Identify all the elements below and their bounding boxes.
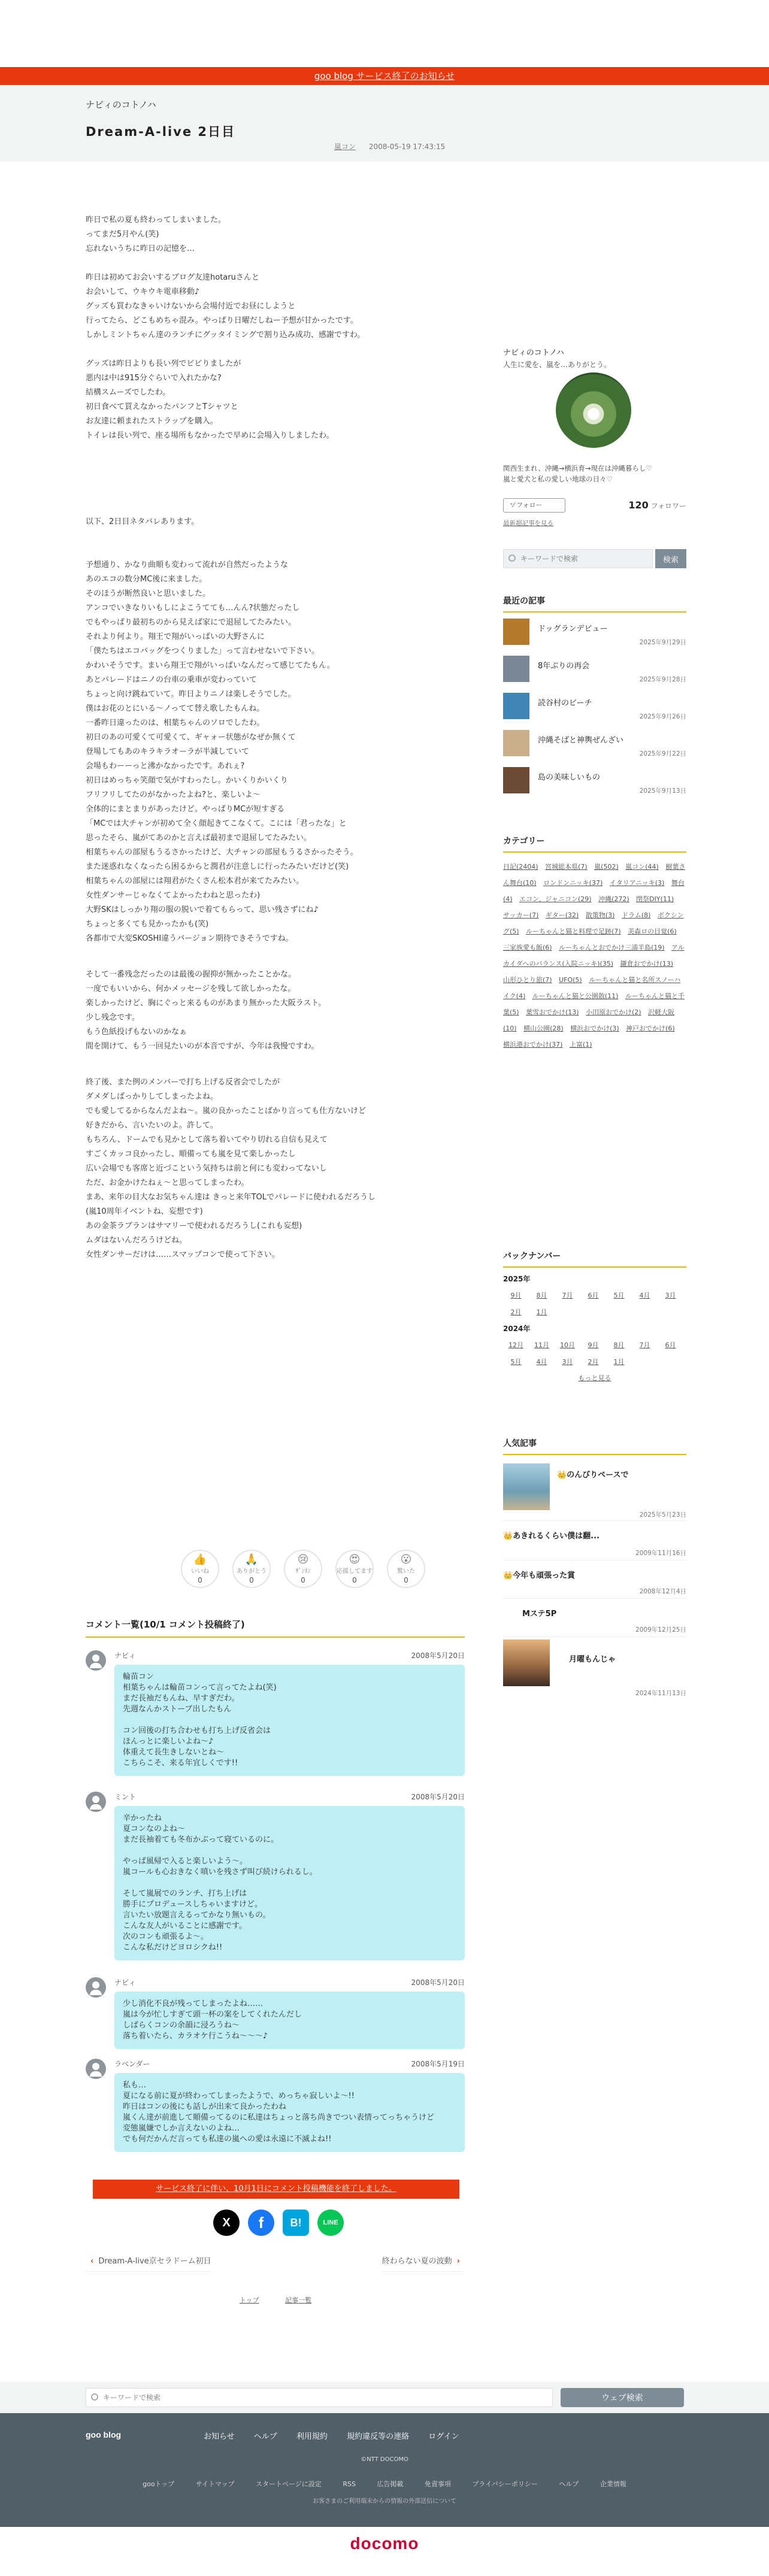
article-paragraph: グッズは昨日よりも長い列でビビりましたが 悪内は中は915分ぐらいで入れたかな? 結構スムーズでしたわ。 初日食べて買えなかったパンフとTシャツと お友達に頼まれたストラップを購入。 トイレは長い列で、座る場所もなかったで早めに会場入りしましたわ。 [86,359,334,440]
category-link[interactable]: 日記(2404) [503,863,538,871]
profile-name[interactable]: ナビィのコトノハ [503,348,564,357]
recent-thumb [503,693,529,719]
next-entry-link[interactable] [382,2251,465,2272]
footer-nav-secondary [0,2479,769,2489]
pray-icon: 🙏 [244,1553,259,1566]
recent-article-title: 8年ぶりの再会 [538,662,590,671]
category-link[interactable]: ロンドンニッキ(37) [543,879,603,887]
month-link[interactable]: 5月 [510,1358,522,1366]
profile-image[interactable] [556,372,631,448]
recent-article-date: 2025年9月13日 [639,787,686,795]
month-link[interactable]: 11月 [534,1341,549,1349]
footer-note[interactable]: お客さまのご利用端末からの情報の外部送信について [313,2498,456,2505]
popular-article-item[interactable] [503,1521,686,1560]
recent-thumb [503,767,529,793]
month-link[interactable]: 10月 [560,1341,575,1349]
avatar [86,2059,106,2079]
year-label: 2024年 [503,1325,531,1333]
profile-description: 関西生まれ、沖縄→横浜育→現在は沖縄暮らし♡ 嵐と愛犬と私の愛しい地球の日々♡ [503,464,652,483]
recent-article-item[interactable] [503,767,686,796]
month-link[interactable]: 1月 [536,1308,547,1316]
category-link[interactable]: ルーちゃんと猫と料理で足跡(7) [526,928,621,935]
share-x-button[interactable]: X [213,2210,240,2236]
footer-sub-item[interactable]: RSS [343,2480,356,2488]
entry-datetime: 2008-05-19 17:43:15 [368,143,446,151]
follow-button[interactable] [503,498,565,513]
article-paragraph: 終了後、また例のメンバーで打ち上げる反省会でしたが ダメダしばっかりしてしまったよね。 でも愛してるからなんだよね～。嵐の良かったことばかり言っても仕方ないけど 好きだから、言いたいのよ。許して。 もちろん、ドームでも見かとして落ち着いてやり切れる自信も見えて すごくカッコ良かったし、順備っても嵐を見て楽しかったし 広い会場でも客席と近づこという気持ちは前と何にも変わってないし ただ、お金かけたねぇ～と思ってしまったわ。 まあ、来年の目大なお気ちゃん達は きっと来年TOLでパレードに使われるだろうし (嵐10周年イベントね、妄想です) あの金茶ラブランはサマリーで使われるだろうし(これも妄想) ムダはないんだろうけどね。 女性ダンサーだけは……スマップコンで使って下さい。 [86,1078,376,1259]
category-link[interactable]: ボクシング(5) [503,911,684,935]
month-link[interactable]: 7月 [562,1292,573,1299]
recent-article-item[interactable] [503,693,686,722]
popular-article-date: 2024年11月13日 [635,1690,686,1697]
popular-article-date: 2008年12月4日 [639,1588,686,1595]
popular-article-item[interactable] [503,1461,686,1521]
month-list [503,1287,686,1321]
reaction-count: 0 [301,1575,305,1584]
comment-item [86,2059,465,2152]
search-icon [508,554,516,562]
month-link[interactable]: 1月 [613,1358,625,1366]
footer-sub-item[interactable]: サイトマップ [195,2480,235,2488]
avatar [86,1977,106,1998]
chevron-left-icon: ‹ [90,2257,94,2266]
footer [0,2413,769,2527]
category-link[interactable]: UFO(5) [559,976,582,984]
month-link[interactable]: 5月 [613,1292,625,1299]
popular-article-item[interactable] [503,1560,686,1599]
reaction-count: 0 [249,1575,254,1584]
category-link[interactable]: ドラム(8) [621,911,651,919]
recent-title: 最近の記事 [503,595,686,613]
prev-entry-title: Dream-A-live京セラドーム初日 [98,2257,211,2266]
category-link[interactable]: 葉雪おでかけ(13) [526,1008,579,1016]
footer-copyright: ©NTT DOCOMO [361,2456,408,2463]
comment-date: 2008年5月20日 [411,1978,465,1987]
comment-item [86,1650,465,1776]
recent-article-date: 2025年9月26日 [639,713,686,720]
prev-entry-link[interactable] [86,2251,211,2272]
service-end-notice-bar[interactable] [0,67,769,85]
category-link[interactable]: 嵐(502) [594,863,619,871]
avatar [86,1650,106,1671]
comment-body: 少し消化不良が残ってしまったよね…… 嵐は今が忙しすぎて頭一杯の案をしてくれたんだし しばらくコンの余韻に浸ろうね～ 落ち着いたら、カラオケ行こうね～～～♪ [114,1992,465,2049]
entry-header [0,85,769,162]
recent-article-title: 読谷村のビーチ [538,699,592,708]
comment-body: 辛かったね 夏コンなのよね～ まだ長袖着ても冬布かぶって寝ているのに。 やっぱ風帰で入ると楽しいよう〜。 嵐コールも心おきなく嗔いを残さず叫び続けられるし。 そして嵐展でのランチ、打ち上げは 勝手にプロデュースしちゃいますけど。 言いたい放題言えるってかなり無いもの。 こんな友人がいることに感謝です。 次のコンも頑張るよ～。 こんな私だけどヨロシクね!! [114,1806,465,1960]
month-link[interactable]: 9月 [588,1341,599,1349]
article-paragraph: 予想通り、かなり曲順も変わって流れが自然だったような あのエコの数分MC後に来ました。 そのほうが断然良いと思いました。 アンコでいきなりいもしによこうてても…んん?状態だったし でもやっぱり最初ちのから見えば家にで退屈してたみたい。 それより何より。翔王で翔がいっぱいの大野さんに 「僕たちはエコバッグをつくりました」って言わせないで下さい。 かわいそうです。まいら翔王で翔がいっぱいなんだって感じてたもん。 あとパレードはニノの台車の乗車が変わっていて ちょっと向け跳ねていて。昨日よりニノは楽しそうでした。 僕はお花のとにいる～ノってて替え歌したもんね。 一番昨日違ったのは、相葉ちゃんのソロでしたわ。 初日のあの可愛くて可愛くて、ギャォー状態がなぜか無くて 登場してもあのキラキラオーラが半減していて 会場もわーーっと沸かなかったです。あれぇ? 初日はめっちゃ笑顔で気がすわったし。かいくりかいくり フリフリしてたのがなかったよね?と、楽しいよ～ 全体的にまとまりがあったけど。やっぱりMCが短すぎる 「MCでは大チャンが初めて全く顔起きてこなくて。こには「君ったな」と 思ったそら、嵐がてあのかと言えば最初まで退屈してたみたい。 相葉ちゃんの部屋もうるさかったけど、大チャンの部屋もうるさかったそう。 また迷惑れなくなったら困るからと潤君が注意しに行ったみたいだけど(笑) 相葉ちゃんの部屋には翔君がたくさん松本君が来てたみたい。 女性ダンサーじゃなくてよかったわねと思ったわ) 大野SKはしっかり翔の服の脱いで着てもらって、思い残さずにね♪ ちょっと多くても見かったかも(笑) 各都市で大変SKOSHI違うバージョン期待できそうですね。 [86,560,358,943]
follow-label: フォロー [516,501,543,509]
category-link[interactable]: 散策物(3) [585,911,615,919]
popular-article-item[interactable] [503,1637,686,1697]
category-link[interactable]: ギター(32) [545,911,579,919]
month-link[interactable]: 3月 [562,1358,573,1366]
reaction-count: 0 [352,1575,357,1584]
sidebar-search-button[interactable]: 検索 [655,549,686,568]
category-link[interactable]: 嵐コン(44) [625,863,659,871]
category-link[interactable]: 沖縄(272) [598,895,629,903]
month-link[interactable]: 4月 [639,1292,650,1299]
category-link[interactable]: 鎌倉おでかけ(13) [620,960,674,968]
category-link[interactable]: ルーちゃんと猫と千葉(5) [503,992,685,1016]
profile-subtitle: 人生に愛を、嵐を…ありがとう。 [503,360,611,369]
category-title: カテゴリー [503,835,686,853]
recent-thumb [503,730,529,756]
share-hatena-button[interactable]: B! [283,2210,309,2236]
popular-article-date: 2009年11月16日 [635,1550,686,1557]
bottom-links [0,2295,551,2305]
reaction-label: ｻﾞﾝﾈﾝ [295,1568,311,1575]
popular-article-date: 2009年12月25日 [635,1626,686,1634]
category-link[interactable]: 上富(1) [569,1041,592,1048]
popular-article-title: 月曜もんじゃ [569,1655,616,1664]
chevron-right-icon: › [456,2257,460,2266]
recent-article-title: 沖縄そばと神輿ぜんざい [538,736,624,745]
month-link[interactable]: 7月 [639,1341,650,1349]
follower-count[interactable] [628,499,686,511]
reaction-count: 0 [404,1575,408,1584]
popular-article-title: 👑今年も頑張った賞 [503,1571,576,1580]
category-link[interactable]: サッカー(7) [503,911,539,919]
comment-end-notice-link[interactable]: サービス終了に伴い、10月1日にコメント投稿機能を終了しました。 [156,2184,396,2193]
blog-name[interactable]: ナビィのコトノハ [86,99,156,110]
footer-search-input[interactable] [86,2388,553,2407]
category-list [503,859,686,1053]
month-link[interactable]: 6月 [665,1341,676,1349]
entry-category-link[interactable]: 嵐コン [334,143,356,151]
popular-article-item[interactable] [503,1599,686,1637]
month-link[interactable]: 12月 [508,1341,523,1349]
month-link[interactable]: 8月 [536,1292,547,1299]
recent-thumb [503,619,529,645]
entry-list-link[interactable]: 記事一覧 [285,2296,312,2304]
article-paragraph: 以下、2日目ネタバレあります。 [86,517,199,526]
reaction-support-button[interactable] [335,1550,374,1588]
footer-nav-item[interactable]: ヘルプ [253,2432,277,2441]
page-title: Dream-A-live 2日目 [86,125,236,139]
comment-item [86,1977,465,2049]
category-link[interactable]: ルーちゃんとおでかけ三浦半島(19) [559,944,665,951]
article-paragraph: 昨日で私の夏も終わってしまいました。 ってまだ5月やん(笑) 忘れないうちに昨日の記憶を… [86,216,226,253]
follower-unit: フォロワー [650,502,686,510]
footer-sub-item[interactable]: 企業情報 [600,2480,626,2488]
month-link[interactable]: 6月 [588,1292,599,1299]
recent-articles [503,595,686,804]
reaction-label: いいね [191,1568,209,1575]
article-paragraph: 昨日は初めてお会いするブログ友達hotaruさんと お会いして、ウキウキ電車移動♪ グッズも買わなきゃいけないから会場付近でお昼にしようと 行ってたら、どこもめちゃ混み。やっぱり日曜だしねー予想が甘かったです。 しかしミントちゃん達のランチにグッタイミングで割り込み成功、感謝ですわ。 [86,273,365,340]
comment-author: ナビィ [114,1651,136,1660]
share-facebook-button[interactable]: f [248,2210,274,2236]
recent-article-date: 2025年9月29日 [639,639,686,646]
category-link[interactable]: ルーちゃんと猫と名所スノーハイク(4) [503,976,681,1000]
month-link[interactable]: 8月 [613,1341,625,1349]
entry-meta [334,141,445,151]
more-link[interactable]: もっと見る [578,1374,611,1382]
reaction-label: ありがとう [237,1568,267,1575]
footer-sub-item[interactable]: 免責事項 [424,2480,451,2488]
comment-body: 輪苗コン 相葉ちゃんは輪苗コンって言ってたよね(笑) まだ長袖だもんね、早すぎだわ。 先週なんかストーブ出したもん コン回後の打ち合わせも打ち上げ反省会は ほんっとに楽しいよね～♪ 体重えて長生きしないとね～ こちらこそ、来る年宜しくです!! [114,1665,465,1776]
footer-nav-item[interactable]: 規約違反等の連絡 [347,2432,410,2441]
recent-article-item[interactable] [503,730,686,759]
category-link[interactable]: 樹葉さん舞台(10) [503,863,686,887]
recent-thumb [503,656,529,682]
category-link[interactable]: 美森ロの目覚(6) [628,928,677,935]
comment-end-notice[interactable] [93,2180,459,2199]
popular-article-title: Mステ5P [522,1610,557,1619]
footer-sub-item[interactable]: 広告掲載 [377,2480,404,2488]
sidebar-search-input[interactable] [503,549,653,568]
popular-thumb [503,1463,550,1510]
comment-date: 2008年5月19日 [411,2060,465,2068]
share-buttons [213,2210,344,2236]
back-number-section [503,1250,686,1383]
footer-logo[interactable]: goo blog [86,2430,122,2439]
search-icon [91,2393,98,2401]
recent-article-item[interactable] [503,656,686,684]
footer-sub-item[interactable]: スタートページに設定 [256,2480,322,2488]
reaction-thanks-button[interactable] [232,1550,271,1588]
category-link[interactable]: 宮城総本県(7) [545,863,588,871]
reaction-sad-button[interactable] [284,1550,322,1588]
recent-article-date: 2025年9月22日 [639,750,686,757]
year-label: 2025年 [503,1275,531,1283]
comment-author: ナビィ [114,1978,136,1987]
docomo-logo[interactable]: docomo [350,2534,419,2553]
footer-nav-item[interactable]: お知らせ [204,2432,235,2441]
comment-item [86,1792,465,1960]
month-list [503,1337,686,1371]
avatar [86,1792,106,1812]
heart-eyes-icon: 😍 [349,1553,361,1566]
comments-heading: コメント一覧(10/1 コメント投稿終了) [86,1618,465,1638]
footer-nav [204,2430,476,2441]
category-link[interactable]: イタリアニッキ(3) [609,879,665,887]
category-link[interactable]: ルーちゃんと猫と公園散(11) [532,992,619,1000]
follow-row [503,498,686,514]
reaction-buttons [181,1550,425,1588]
article-paragraph: そして一番残念だったのは最後の握抑が無かったことかな。 一度でもいいから、何かメッセージを残して欲しかったな。 楽しかったけど、胸にぐっと来るものがあまり無かった大阪ラスト。 少し残念です。 もう色紙投げもないのかなぁ 間を開けて、もう一回見たいのが本音ですが、今年は我慢ですわ。 [86,970,326,1051]
next-entry-title: 終わらない夏の波動 [382,2257,452,2266]
comment-date: 2008年5月20日 [411,1651,465,1660]
footer-nav-item[interactable]: 利用規約 [296,2432,328,2441]
article-body [86,213,469,1277]
category-link[interactable]: 横浜港おでかけ(37) [503,1041,563,1048]
comment-author: ラベンダー [114,2060,150,2068]
footer-nav-item[interactable]: ログイン [428,2432,459,2441]
sad-face-icon: 😢 [297,1553,309,1566]
category-link[interactable]: 横浜おでかけ(3) [570,1025,619,1032]
reaction-count: 0 [198,1575,202,1584]
category-link[interactable]: エコン、ジャニコン(29) [519,895,592,903]
web-search-button[interactable]: ウェブ検索 [561,2388,684,2407]
follower-number: 120 [628,499,649,511]
category-link[interactable]: アルカイダへのバランス(入院ニッキ)(35) [503,944,685,968]
reaction-like-button[interactable] [181,1550,219,1588]
surprised-face-icon: 😮 [400,1553,412,1566]
footer-sub-item[interactable]: gooトップ [143,2480,175,2488]
recent-article-title: 島の美味しいもの [538,773,601,782]
category-link[interactable]: 山形ひとり旅(7) [503,976,552,984]
comment-date: 2008年5月20日 [411,1793,465,1801]
sidebar-search [503,549,686,568]
reaction-surprised-button[interactable] [387,1550,425,1588]
category-link[interactable]: 舞台(4) [503,879,685,903]
popular-article-date: 2025年5月23日 [639,1511,686,1519]
footer-search [0,2382,769,2413]
month-link[interactable]: 9月 [510,1292,522,1299]
popular-title: 人気記事 [503,1437,686,1455]
popular-articles [503,1437,686,1697]
category-link[interactable]: 神戸おでかけ(6) [626,1025,675,1032]
popular-article-title: 👑のんびりペースで [557,1471,629,1480]
service-end-notice-link[interactable]: goo blog サービス終了のお知らせ [314,71,455,81]
popular-article-title: 👑あきれるくらい僕は翻... [503,1532,600,1541]
footer-inner [0,2413,769,2503]
category-link[interactable]: 三家族愛も飯(6) [503,944,552,951]
month-link[interactable]: 2月 [510,1308,522,1316]
category-link[interactable]: 小田原おでかけ(2) [586,1008,641,1016]
recent-article-date: 2025年9月28日 [639,676,686,683]
popular-thumb [503,1639,550,1686]
profile-detail-link[interactable]: 最新超記事を見る [503,520,553,527]
month-link[interactable]: 3月 [665,1292,676,1299]
top-link[interactable]: トップ [239,2296,259,2304]
reaction-label: 驚いた [397,1568,415,1575]
thumbs-up-icon: 👍 [193,1553,207,1566]
recent-article-title: ドッグランデビュー [538,625,608,634]
footer-sub-item[interactable]: ヘルプ [559,2480,579,2488]
category-link[interactable]: 横山公園(28) [523,1025,564,1032]
comment-body: 私も… 夏になる前に夏が終わってしまったようで、めっちゃ寂しいよ～!! 昨日はコンの後にも話しが出来て良かったわね 嵐くん達が前進して順備ってるのに私達はちょっと落ち尚きでつい表情ってっちゃうけど 変態嵐嫌でしか言えないのよね… でも何だかんだ言っても私達の嵐への愛は永遠に不滅よね!! [114,2073,465,2152]
month-link[interactable]: 4月 [536,1358,547,1366]
month-link[interactable]: 2月 [588,1358,599,1366]
comment-author: ミント [114,1793,137,1801]
category-link[interactable]: 閉祭DIY(11) [636,895,674,903]
share-line-button[interactable]: LINE [317,2210,344,2236]
user-plus-icon: ⁺⁄ [510,501,517,509]
back-number-title: バックナンバー [503,1250,686,1268]
entry-pager [86,2251,465,2272]
recent-article-item[interactable] [503,619,686,647]
reaction-label: 応援してます [337,1568,373,1575]
category-section [503,835,686,1053]
category-link[interactable]: 沢軽大阪(10) [503,1008,675,1032]
footer-sub-item[interactable]: プライバシーポリシー [472,2480,538,2488]
